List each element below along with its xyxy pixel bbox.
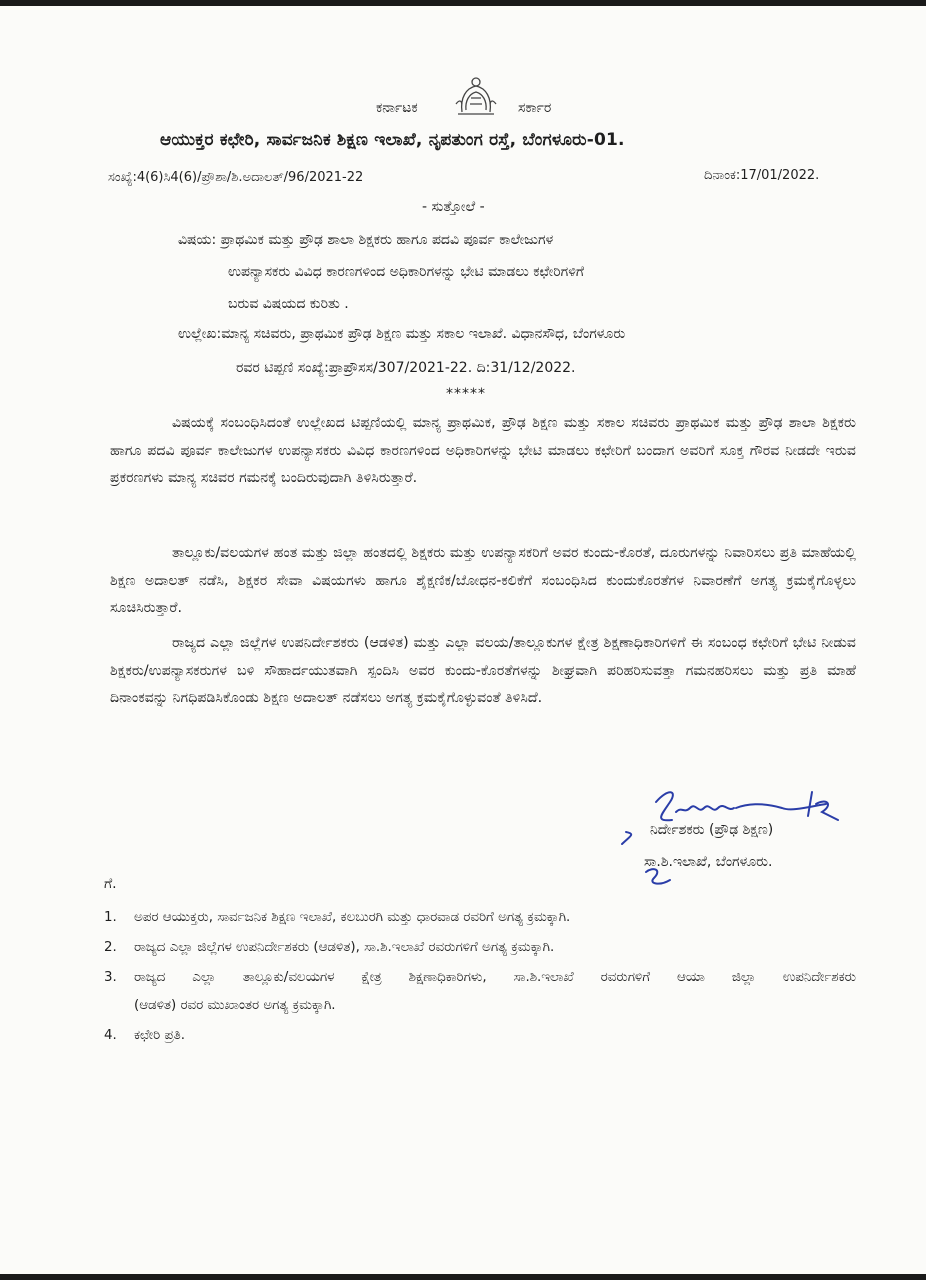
- subject-line-2: ಉಪನ್ಯಾಸಕರು ವಿವಿಧ ಕಾರಣಗಳಿಂದ ಅಧಿಕಾರಿಗಳನ್ನು ಭೇಟಿ ಮಾಡಲು ಕಛೇರಿಗಳಿಗೆ: [228, 264, 584, 280]
- recipient-number: 2.: [104, 940, 117, 955]
- body-paragraph-3: ರಾಜ್ಯದ ಎಲ್ಲಾ ಜಿಲ್ಲೆಗಳ ಉಪನಿರ್ದೇಶಕರು (ಆಡಳಿತ) ಮತ್ತು ಎಲ್ಲಾ ವಲಯ/ತಾಲ್ಲೂಕುಗಳ ಕ್ಷೇತ್ರ ಶಿಕ್ಷಣಾಧಿಕಾರಿಗಳಿಗೆ ಈ ಸಂಬಂಧ ಕಛೇರಿಗೆ ಭೇಟಿ ನೀಡುವ ಶಿಕ್ಷಕರು/ಉಪನ್ಯಾಸಕರುಗಳ ಬಳಿ ಸೌಹಾರ್ದಯುತವಾಗಿ ಸ್ಪಂದಿಸಿ ಅವರ ಕುಂದು-ಕೊರತೆಗಳನ್ನು ಶೀಘ್ರವಾಗಿ ಪರಿಹರಿಸುವತ್ತಾ ಗಮನಹರಿಸಲು ಮತ್ತು ಪ್ರತಿ ಮಾಹೆ ದಿನಾಂಕವನ್ನು ನಿಗಧಿಪಡಿಸಿಕೊಂಡು ಶಿಕ್ಷಣ ಅದಾಲತ್ ನಡೆಸಲು ಅಗತ್ಯ ಕ್ರಮಕೈಗೊಳ್ಳುವಂತೆ ತಿಳಿಸಿದೆ.: [110, 635, 856, 707]
- recipient-text: ಕಛೇರಿ ಪ್ರತಿ.: [134, 1028, 186, 1043]
- subject-line-1: ವಿಷಯ: ಪ್ರಾಥಮಿಕ ಮತ್ತು ಪ್ರೌಢ ಶಾಲಾ ಶಿಕ್ಷಕರು ಹಾಗೂ ಪದವಿ ಪೂರ್ವ ಕಾಲೇಜುಗಳ: [178, 232, 554, 248]
- initial-mark-image: [640, 864, 680, 890]
- document-page: [0, 6, 926, 1274]
- header-left-word: ಕರ್ನಾಟಕ: [376, 100, 418, 116]
- recipient-number: 1.: [104, 910, 117, 925]
- subject-line-3: ಬರುವ ವಿಷಯದ ಕುರಿತು .: [228, 296, 349, 312]
- signatory-designation: ನಿರ್ದೇಶಕರು (ಪ್ರೌಢ ಶಿಕ್ಷಣ): [650, 822, 774, 838]
- circular-title: - ಸುತ್ತೋಲೆ -: [422, 199, 485, 215]
- recipient-number: 3.: [104, 970, 117, 985]
- signature-image: [612, 782, 882, 852]
- to-label: ಗೆ.: [104, 876, 117, 892]
- office-heading: ಆಯುಕ್ತರ ಕಛೇರಿ, ಸಾರ್ವಜನಿಕ ಶಿಕ್ಷಣ ಇಲಾಖೆ, ನೃಪತುಂಗ ರಸ್ತೆ, ಬೆಂಗಳೂರು-01.: [160, 130, 625, 150]
- recipient-number: 4.: [104, 1028, 117, 1043]
- signatory-office: ಸಾ.ಶಿ.ಇಲಾಖೆ, ಬೆಂಗಳೂರು.: [644, 854, 773, 870]
- reference-line-1: ಉಲ್ಲೇಖ:ಮಾನ್ಯ ಸಚಿವರು, ಪ್ರಾಥಮಿಕ ಪ್ರೌಢ ಶಿಕ್ಷಣ ಮತ್ತು ಸಕಾಲ ಇಲಾಖೆ. ವಿಧಾನಸೌಧ, ಬೆಂಗಳೂರು: [178, 326, 626, 342]
- recipient-text: ರಾಜ್ಯದ ಎಲ್ಲಾ ತಾಲ್ಲೂಕು/ವಲಯಗಳ ಕ್ಷೇತ್ರ ಶಿಕ್ಷಣಾಧಿಕಾರಿಗಳು, ಸಾ.ಶಿ.ಇಲಾಖೆ ರವರುಗಳಿಗೆ ಆಯಾ ಜಿಲ್ಲಾ ಉಪನಿರ್ದೇಶಕರು: [134, 970, 856, 985]
- body-paragraph-1: ವಿಷಯಕ್ಕೆ ಸಂಬಂಧಿಸಿದಂತೆ ಉಲ್ಲೇಖದ ಟಿಪ್ಪಣಿಯಲ್ಲಿ ಮಾನ್ಯ ಪ್ರಾಥಮಿಕ, ಪ್ರೌಢ ಶಿಕ್ಷಣ ಮತ್ತು ಸಕಾಲ ಸಚಿವರು ಪ್ರಾಥಮಿಕ ಮತ್ತು ಪ್ರೌಢ ಶಾಲಾ ಶಿಕ್ಷಕರು ಹಾಗೂ ಪದವಿ ಪೂರ್ವ ಕಾಲೇಜುಗಳ ಉಪನ್ಯಾಸಕರು ವಿವಿಧ ಕಾರಣಗಳಿಂದ ಅಧಿಕಾರಿಗಳನ್ನು ಭೇಟಿ ಮಾಡಲು ಕಛೇರಿಗೆ ಬಂದಾಗ ಅವರಿಗೆ ಸೂಕ್ತ ಗೌರವ ನೀಡದೇ ಇರುವ ಪ್ರಕರಣಗಳು ಮಾನ್ಯ ಸಚಿವರ ಗಮನಕ್ಕೆ ಬಂದಿರುವುದಾಗಿ ತಿಳಿಸಿರುತ್ತಾರೆ.: [110, 415, 856, 487]
- state-emblem-icon: [452, 74, 500, 118]
- recipient-text: ಅಪರ ಆಯುಕ್ತರು, ಸಾರ್ವಜನಿಕ ಶಿಕ್ಷಣ ಇಲಾಖೆ, ಕಲಬುರಗಿ ಮತ್ತು ಧಾರವಾಡ ರವರಿಗೆ ಅಗತ್ಯ ಕ್ರಮಕ್ಕಾಗಿ.: [134, 910, 571, 925]
- header-right-word: ಸರ್ಕಾರ: [518, 100, 552, 116]
- recipient-text-continued: (ಆಡಳಿತ) ರವರ ಮುಖಾಂತರ ಅಗತ್ಯ ಕ್ರಮಕ್ಕಾಗಿ.: [134, 998, 336, 1013]
- body-paragraph-2: ತಾಲ್ಲೂಕು/ವಲಯಗಳ ಹಂತ ಮತ್ತು ಜಿಲ್ಲಾ ಹಂತದಲ್ಲಿ ಶಿಕ್ಷಕರು ಮತ್ತು ಉಪನ್ಯಾಸಕರಿಗೆ ಅವರ ಕುಂದು-ಕೊರತೆ, ದೂರುಗಳನ್ನು ನಿವಾರಿಸಲು ಪ್ರತಿ ಮಾಹೆಯಲ್ಲಿ ಶಿಕ್ಷಣ ಅದಾಲತ್ ನಡೆಸಿ, ಶಿಕ್ಷಕರ ಸೇವಾ ವಿಷಯಗಳು ಹಾಗೂ ಶೈಕ್ಷಣಿಕ/ಬೋಧನ-ಕಲಿಕೆಗೆ ಸಂಬಂಧಿಸಿದ ಕುಂದುಕೊರತೆಗಳ ನಿವಾರಣೆಗೆ ಅಗತ್ಯ ಕ್ರಮಕೈಗೊಳ್ಳಲು ಸೂಚಿಸಿರುತ್ತಾರೆ.: [110, 545, 856, 617]
- reference-number: ಸಂಖ್ಯೆ:4(6)ಸಿ4(6)/ಪ್ರೌಶಾ/ಶಿ.ಅದಾಲತ್/96/2021-22: [108, 170, 364, 185]
- separator-stars: *****: [446, 386, 486, 402]
- document-date: ದಿನಾಂಕ:17/01/2022.: [704, 168, 820, 183]
- reference-line-2: ರವರ ಟಿಪ್ಪಣಿ ಸಂಖ್ಯೆ:ಪ್ರಾಪ್ರೌಸಸ/307/2021-22. ದಿ:31/12/2022.: [236, 360, 576, 376]
- recipient-text: ರಾಜ್ಯದ ಎಲ್ಲಾ ಜಿಲ್ಲೆಗಳ ಉಪನಿರ್ದೇಶಕರು (ಆಡಳಿತ), ಸಾ.ಶಿ.ಇಲಾಖೆ ರವರುಗಳಿಗೆ ಅಗತ್ಯ ಕ್ರಮಕ್ಕಾಗಿ.: [134, 940, 555, 955]
